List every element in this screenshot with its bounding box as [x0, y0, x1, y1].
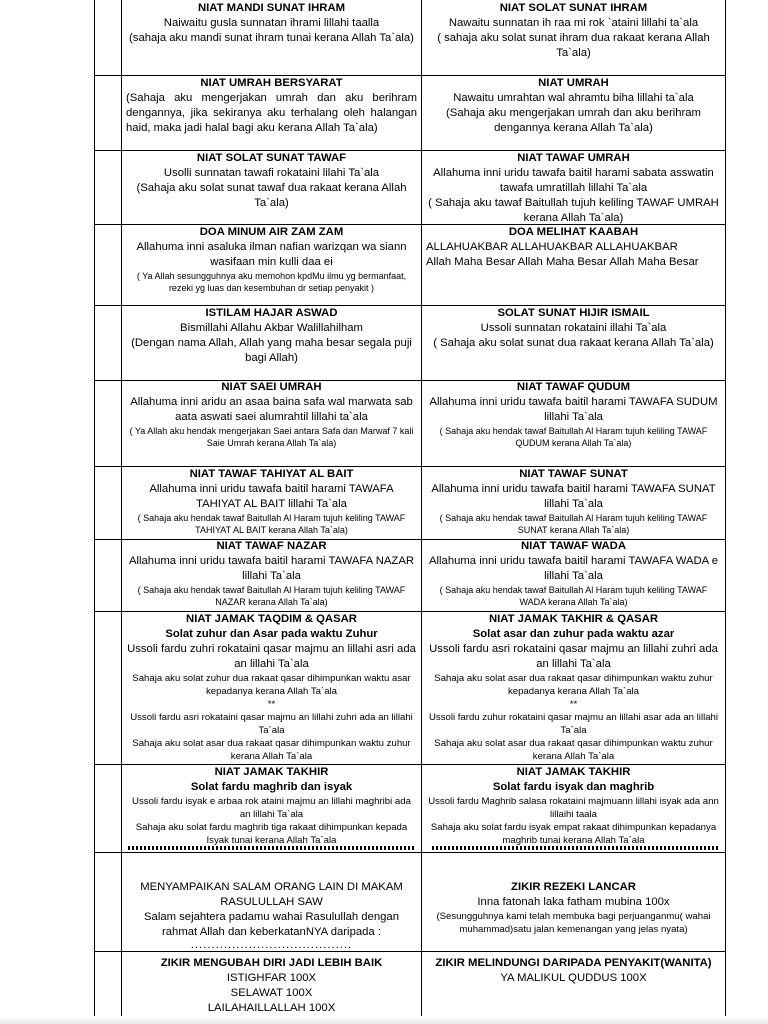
- zikir-cell: [422, 956, 725, 986]
- niat-cell: [122, 151, 421, 211]
- cell-translation: ( Sahaja aku hendak tawaf Baitullah Al Haram tujuh keliling TAWAF WADA kerana Allah Ta`ala): [439, 585, 708, 607]
- cell-translation: Sahaja aku solat asar dua rakaat qasar dihimpunkan waktu zuhur kerana Allah Ta`ala: [434, 738, 713, 762]
- cell-text: Allahuma inni asaluka ilman nafian warizqan wa siann wasifaan min kulli daa ei: [136, 241, 407, 268]
- cell-text: ISTIGHFAR 100X: [226, 972, 317, 984]
- cell-translation: Sahaja aku solat fardu isyak empat rakaat dihimpunkan kepadanya maghrib tunai kerana Allah Ta`ala: [430, 822, 717, 846]
- cell-title: NIAT UMRAH BERSYARAT: [200, 77, 343, 89]
- cell-translation: ( Ya Allah aku hendak mengerjakan Saei antara Safa dan Marwaf 7 kali Saie Umrah kerana Allah Ta`ala): [129, 426, 414, 448]
- cell-text: Inna fatonah laka fatham mubina 100x: [477, 896, 670, 908]
- cell-text: (Dengan nama Allah, Allah yang maha besar segala puji bagi Allah): [131, 337, 412, 364]
- cell-text: Nawaitu umrahtan wal ahramtu biha lillahi ta`ala: [453, 92, 694, 104]
- cell-title: ISTILAM HAJAR ASWAD: [205, 307, 338, 319]
- niat-cell: [422, 1, 725, 61]
- cell-translation: ( Sahaja aku hendak tawaf Baitullah Al Haram tujuh keliling TAWAF NAZAR kerana Allah Ta`ala): [137, 585, 406, 607]
- cell-heading: MENYAMPAIKAN SALAM ORANG LAIN DI MAKAM RASULULLAH SAW: [140, 881, 403, 908]
- table-border: [725, 0, 726, 1024]
- cell-text: Usolli sunnatan tawafi rokataini lilahi Ta`ala: [163, 167, 380, 179]
- cell-title: ZIKIR REZEKI LANCAR: [511, 881, 636, 893]
- cell-text: Bismillahi Allahu Akbar Walillahilham: [180, 322, 363, 334]
- cell-text: Naiwaitu gusla sunnatan ihrami lillahi taalla: [163, 17, 380, 29]
- cell-text: Allahuma inni uridu tawafa baitil harami TAWAFA SUNAT lillahi Ta`ala: [431, 483, 716, 510]
- niat-cell: [422, 151, 725, 226]
- niat-cell: [122, 467, 421, 536]
- cell-title: NIAT UMRAH: [538, 77, 609, 89]
- cell-text: Ussoli fardu isyak e arbaa rok ataini majmu an lillahi maghribi ada an lillahi Ta`ala: [132, 796, 411, 820]
- cell-text: (sahaja aku mandi sunat ihram tunai kerana Allah Ta`ala): [129, 32, 414, 44]
- cell-text: Allah Maha Besar Allah Maha Besar Allah Maha Besar: [426, 256, 699, 268]
- cell-title: NIAT SAEI UMRAH: [221, 381, 322, 393]
- cell-text: ( sahaja aku solat sunat ihram dua rakaat kerana Allah Ta`ala): [437, 32, 710, 59]
- cell-translation: Sahaja aku solat asar dua rakaat qasar dihimpunkan waktu zuhur kepadanya kerana Allah Ta`ala: [434, 673, 713, 697]
- cell-text: Salam sejahtera padamu wahai Rasulullah dengan rahmat Allah dan keberkatanNYA daripada :: [144, 911, 399, 938]
- cell-title: NIAT TAWAF TAHIYAT AL BAIT: [189, 468, 354, 480]
- hatched-rule: [128, 846, 416, 850]
- cell-text: Ussoli fardu zuhri rokataini qasar majmu an lillahi asri ada an lillahi Ta`ala: [127, 643, 416, 670]
- cell-text: Allahuma inni uridu tawafa baitil harami TAWAFA SUDUM lillahi Ta`ala: [429, 396, 718, 423]
- cell-text: Allahuma inni aridu an asaa baina safa wal marwata sab aata aswati saei alumrahtil lillahi ta`ala: [130, 396, 413, 423]
- niat-cell: [422, 76, 725, 136]
- jamak-cell: [122, 765, 421, 847]
- niat-cell: [422, 539, 725, 608]
- cell-text: Allahuma inni uridu tawafa baitil harami TAWAFA WADA e lillahi Ta`ala: [428, 555, 719, 582]
- cell-title: NIAT TAWAF SUNAT: [519, 468, 628, 480]
- doa-cell: [422, 225, 725, 270]
- cell-translation: ( Ya Allah sesungguhnya aku memohon kpdMu ilmu yg bermanfaat, rezeki yg luas dan kesembuhan dr setiap penyakit ): [136, 271, 407, 293]
- cell-subtitle: Solat fardu maghrib dan isyak: [190, 781, 353, 793]
- cell-translation: ( Sahaja aku hendak tawaf Baitullah Al Haram tujuh keliling TAWAF TAHIYAT AL BAIT kerana Allah Ta`ala): [137, 513, 406, 535]
- cell-translation: ( Sahaja aku hendak tawaf Baitullah Al Haram tujuh keliling TAWAF SUNAT kerana Allah Ta`ala): [439, 513, 708, 535]
- cell-subtitle: Solat zuhur dan Asar pada waktu Zuhur: [165, 628, 378, 640]
- niat-cell: [122, 539, 421, 608]
- hatched-rule: [432, 846, 720, 850]
- cell-text: (Sahaja aku mengerjakan umrah dan aku berihram dengannya, jika sekiranya aku terhalang oleh halangan haid, maka jadi halal bagi aku kerana Allah Ta`ala): [126, 92, 417, 134]
- cell-title: NIAT JAMAK TAKHIR & QASAR: [488, 613, 659, 625]
- cell-text: Ussoli fardu asri rokataini qasar majmu an lillahi zuhri ada an lillahi Ta`ala: [130, 712, 413, 736]
- cell-text: Allahuma inni uridu tawafa baitil harami sabata asswatin tawafa umratillah lillahi Ta`ala: [433, 167, 714, 194]
- cell-title: DOA MELIHAT KAABAH: [508, 226, 639, 238]
- cell-translation: ( Sahaja aku hendak tawaf Baitullah Al Haram tujuh keliling TAWAF QUDUM kerana Allah Ta`ala): [439, 426, 708, 448]
- cell-title: NIAT JAMAK TAQDIM & QASAR: [186, 613, 357, 625]
- istilam-cell: [122, 306, 421, 366]
- row-divider: [94, 852, 726, 853]
- cell-title: NIAT TAWAF WADA: [520, 540, 626, 552]
- niat-cell: [422, 380, 725, 449]
- cell-title: SOLAT SUNAT HIJIR ISMAIL: [497, 307, 650, 319]
- niat-cell: [122, 380, 421, 449]
- cell-subtitle: Solat fardu isyak dan maghrib: [492, 781, 655, 793]
- niat-cell: [122, 76, 421, 136]
- page-bottom-fade: [0, 1016, 768, 1024]
- cell-text: (Sahaja aku solat sunat tawaf dua rakaat kerana Allah Ta`ala): [136, 182, 407, 209]
- cell-translation: Sahaja aku solat asar dua rakaat qasar dihimpunkan waktu zuhur kerana Allah Ta`ala: [132, 738, 411, 762]
- cell-translation: Sahaja aku solat zuhur dua rakaat qasar dihimpunkan waktu asar kepadanya kerana Allah Ta`ala: [132, 673, 411, 697]
- cell-text: ( Sahaja aku tawaf Baitullah tujuh keliling TAWAF UMRAH kerana Allah Ta`ala): [428, 197, 719, 224]
- cell-text: SELAWAT 100X: [230, 987, 313, 999]
- cell-text: Allahuma inni uridu tawafa baitil harami TAWAFA TAHIYAT AL BAIT lillahi Ta`ala: [149, 483, 394, 510]
- cell-text: Nawaitu sunnatan ih raa mi rok `ataini lillahi ta`ala: [448, 17, 699, 29]
- niat-cell: [122, 1, 421, 46]
- cell-text: Ussoli fardu Maghrib salasa rokataini majmuann lillahi isyak ada ann lillaihi taala: [428, 796, 719, 820]
- cell-text: Allahuma inni uridu tawafa baitil harami TAWAFA NAZAR lillahi Ta`ala: [128, 555, 415, 582]
- cell-title: NIAT MANDI SUNAT IHRAM: [197, 2, 346, 14]
- cell-text: Ussoli sunnatan rokataini illahi Ta`ala: [480, 322, 667, 334]
- cell-title: NIAT JAMAK TAKHIR: [214, 766, 329, 778]
- cell-title: NIAT SOLAT SUNAT TAWAF: [196, 152, 347, 164]
- cell-translation: Sahaja aku solat fardu maghrib tiga rakaat dihimpunkan kepada Isyak tunai kerana Allah Ta`ala: [135, 822, 408, 846]
- cell-title: NIAT TAWAF QUDUM: [516, 381, 631, 393]
- cell-text: Ussoli fardu asri rokataini qasar majmu an lillahi zuhri ada an lillahi Ta`ala: [429, 643, 718, 670]
- jamak-cell: [422, 612, 725, 763]
- zikir-cell: [422, 880, 725, 936]
- cell-subtitle: Solat asar dan zuhur pada waktu azar: [472, 628, 675, 640]
- cell-title: NIAT SOLAT SUNAT IHRAM: [499, 2, 648, 14]
- fill-in-dots: .......................................: [190, 939, 353, 950]
- solat-cell: [422, 306, 725, 351]
- zikir-cell: [122, 956, 421, 1016]
- cell-text: ALLAHUAKBAR ALLAHUAKBAR ALLAHUAKBAR: [426, 241, 678, 253]
- cell-text: Ussoli fardu zuhur rokataini qasar majmu an lillahi asar ada an lillahi Ta`ala: [428, 712, 719, 736]
- jamak-cell: [422, 765, 725, 847]
- row-divider: [94, 951, 726, 952]
- cell-separator: **: [569, 699, 578, 710]
- cell-translation: (Sesungguhnya kami telah membuka bagi perjuanganmu( wahai muhammad)satu jalan kemenangan yang jelas nyata): [436, 911, 711, 935]
- cell-title: DOA MINUM AIR ZAM ZAM: [199, 226, 344, 238]
- cell-title: NIAT TAWAF NAZAR: [216, 540, 327, 552]
- cell-text: ( Sahaja aku solat sunat dua rakaat kerana Allah Ta`ala): [433, 337, 714, 349]
- cell-title: ZIKIR MELINDUNGI DARIPADA PENYAKIT(WANITA): [435, 957, 712, 969]
- cell-separator: **: [267, 699, 276, 710]
- niat-cell: [422, 467, 725, 536]
- cell-title: NIAT TAWAF UMRAH: [517, 152, 630, 164]
- salam-cell: [122, 880, 421, 950]
- cell-text: (Sahaja aku mengerjakan umrah dan aku berihram dengannya kerana Allah Ta`ala): [446, 107, 701, 134]
- cell-title: NIAT JAMAK TAKHIR: [516, 766, 631, 778]
- document-table: [94, 0, 726, 1024]
- table-border: [94, 0, 95, 1024]
- cell-text: YA MALIKUL QUDDUS 100X: [500, 972, 647, 984]
- doa-cell: [122, 225, 421, 294]
- cell-title: ZIKIR MENGUBAH DIRI JADI LEBIH BAIK: [160, 957, 383, 969]
- jamak-cell: [122, 612, 421, 763]
- cell-text: LAILAHAILLALLAH 100X: [207, 1002, 336, 1014]
